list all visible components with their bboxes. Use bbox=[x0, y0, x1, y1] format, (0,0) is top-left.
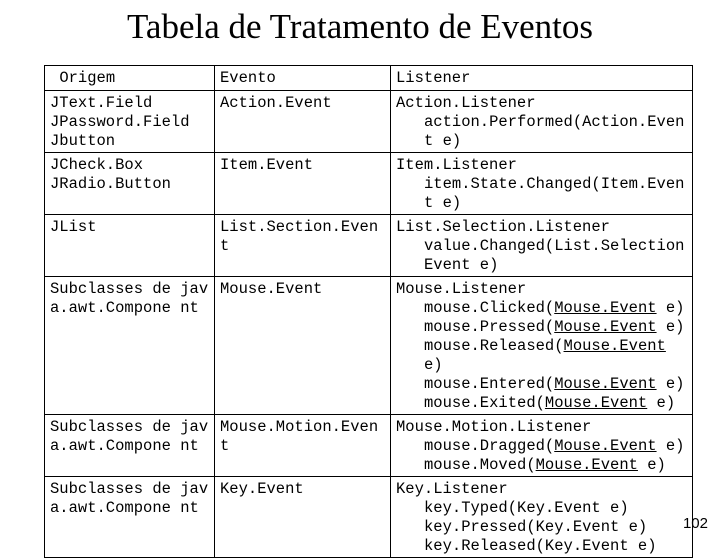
listener-method: item.State.Changed(Item.Event e) bbox=[424, 175, 685, 212]
origem-text: Subclasses de java.awt.Compone nt bbox=[50, 280, 209, 317]
listener-method: value.Changed(List.Selection Event e) bbox=[424, 237, 694, 274]
table-row bbox=[45, 477, 693, 558]
mouse-event-link[interactable]: Mouse.Event bbox=[554, 299, 657, 317]
table-row bbox=[45, 91, 693, 153]
mouse-event-link[interactable]: Mouse.Event bbox=[563, 337, 666, 355]
evento-cell: List.Section.Event bbox=[215, 215, 391, 277]
header-evento: Evento bbox=[215, 66, 391, 91]
table-row bbox=[45, 215, 693, 277]
listener-method: mouse.Released(Mouse.Event e) bbox=[424, 337, 676, 374]
origem-cell bbox=[45, 91, 215, 153]
header-origem: Origem bbox=[45, 66, 215, 91]
origem-cell bbox=[45, 477, 215, 558]
page-title: Tabela de Tratamento de Eventos bbox=[126, 7, 594, 46]
listener-name: Mouse.Motion.Listener bbox=[396, 418, 592, 436]
listener-method: mouse.Moved(Mouse.Event e) bbox=[424, 456, 666, 474]
evento-cell: Mouse.Event bbox=[215, 277, 391, 415]
listener-method: mouse.Pressed(Mouse.Event e) bbox=[424, 318, 685, 336]
origem-text: JText.Field bbox=[50, 94, 153, 112]
header-listener: Listener bbox=[391, 66, 693, 91]
mouse-event-link[interactable]: Mouse.Event bbox=[554, 437, 657, 455]
listener-method: mouse.Exited(Mouse.Event e) bbox=[424, 394, 676, 412]
listener-cell bbox=[391, 277, 693, 415]
listener-cell bbox=[391, 477, 693, 558]
origem-cell bbox=[45, 153, 215, 215]
origem-text: Subclasses de java.awt.Compone nt bbox=[50, 418, 209, 455]
origem-cell bbox=[45, 215, 215, 277]
listener-method: key.Pressed(Key.Event e) bbox=[424, 518, 648, 536]
listener-method: mouse.Clicked(Mouse.Event e) bbox=[424, 299, 685, 317]
mouse-event-link[interactable]: Mouse.Event bbox=[544, 394, 648, 412]
evento-cell: Action.Event bbox=[215, 91, 391, 153]
listener-name: Item.Listener bbox=[396, 156, 517, 174]
table-row bbox=[45, 415, 693, 477]
listener-name: Mouse.Listener bbox=[396, 280, 527, 298]
origem-text: Subclasses de java.awt.Compone nt bbox=[50, 480, 209, 517]
page-number: 102 bbox=[682, 515, 708, 532]
listener-name: Key.Listener bbox=[396, 480, 508, 498]
origem-cell bbox=[45, 415, 215, 477]
evento-cell: Key.Event bbox=[215, 477, 391, 558]
events-table bbox=[44, 65, 693, 558]
listener-method: key.Typed(Key.Event e) bbox=[424, 499, 629, 517]
origem-text: Jbutton bbox=[50, 132, 116, 150]
evento-cell: Mouse.Motion.Event bbox=[215, 415, 391, 477]
listener-method: action.Performed(Action.Event e) bbox=[424, 113, 685, 150]
listener-name: List.Selection.Listener bbox=[396, 218, 610, 236]
evento-cell: Item.Event bbox=[215, 153, 391, 215]
table-header-row bbox=[45, 66, 693, 91]
origem-text: JList bbox=[50, 218, 97, 236]
listener-cell bbox=[391, 415, 693, 477]
origem-text: JCheck.Box bbox=[50, 156, 144, 174]
listener-cell bbox=[391, 153, 693, 215]
origem-text: JPassword.Field bbox=[50, 113, 190, 131]
listener-method: mouse.Dragged(Mouse.Event e) bbox=[424, 437, 685, 455]
origem-cell bbox=[45, 277, 215, 415]
table-row bbox=[45, 277, 693, 415]
listener-method: key.Released(Key.Event e) bbox=[424, 537, 657, 555]
mouse-event-link[interactable]: Mouse.Event bbox=[554, 318, 657, 336]
origem-text: JRadio.Button bbox=[50, 175, 171, 193]
mouse-event-link[interactable]: Mouse.Event bbox=[535, 456, 638, 474]
listener-method: mouse.Entered(Mouse.Event e) bbox=[424, 375, 685, 393]
listener-name: Action.Listener bbox=[396, 94, 536, 112]
table-row bbox=[45, 153, 693, 215]
listener-cell bbox=[391, 215, 693, 277]
listener-cell bbox=[391, 91, 693, 153]
mouse-event-link[interactable]: Mouse.Event bbox=[554, 375, 657, 393]
